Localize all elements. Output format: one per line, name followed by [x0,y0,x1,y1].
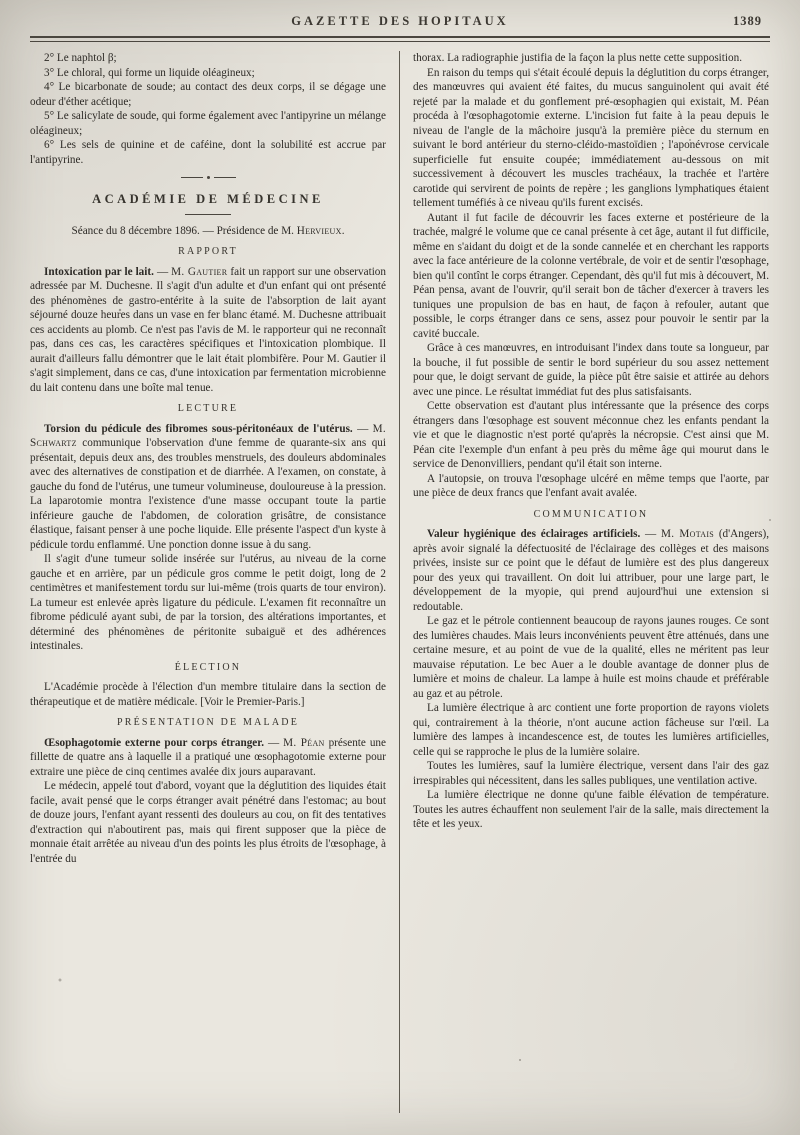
section-divider-ornament [30,176,386,179]
paragraph: La lumière électrique à arc contient une forte proportion de rayons violets qui, contrairement à la théorie, n'ont aucune action fâcheuse sur l'œil. La lumière des lampes à incandescence est, de toutes les lumières artificielles, celle qui se rapproche le plus de la lumière solaire. [413,702,769,758]
section-title-rule [185,214,231,215]
subsection-heading: ÉLECTION [174,661,242,673]
paragraph-text: fait un rapport sur une observation adressée par M. Duchesne. Il s'agit d'un adulte et d'un enfant qui ont présenté des phénomènes de gastro-entérite à la suite de l'absorption de lait ayant séjourné douze heures dans un vase en fer blanc étamé. M. Duchesne attribuait ces accidents au plomb. Ce n'est pas l'avis de M. le rapporteur qui ne reconnaît pas, dans ces cas, les caractères spécifiques et l'intoxication plombique. Il aurait d'ailleurs fallu démontrer que le lait était plombifère. Pour M. Gautier il s'agit simplement, dans ce cas, d'une intoxication par fermentation microbienne du lait contenu dans une boîte mal tenue. [30,265,386,394]
paragraph: Grâce à ces manœuvres, en introduisant l'index dans toute sa longueur, par la bouche, il fut possible de sentir le bord supérieur du sou assez nettement pour que, le doigt servant de guide, la pièce pût être saisie et attirée au dehors avec une pince. Le résultat immédiat fut des plus satisfaisants. [413,342,769,398]
paragraph-text: . [341,224,345,237]
paragraph-text: — [264,736,284,749]
paragraph-text: — [352,422,373,435]
paragraph: A l'autopsie, on trouva l'œsophage ulcéré en même temps que l'aorte, par une pièce de deux francs que l'enfant avait avalée. [413,472,769,499]
paragraph: thorax. La radiographie justifia de la façon la plus nette cette supposition. [413,52,742,64]
paragraph-lead: Valeur hygiénique des éclairages artificiels. [427,528,641,540]
paragraph-text: présente une fillette de quatre ans à laquelle il a pratiqué une œsophagotomie externe pour extraire une pièce de cinq centimes avalée dix jours auparavant. [30,736,386,778]
paragraph [30,265,386,396]
paragraph: Le gaz et le pétrole contiennent beaucoup de rayons jaunes rouges. Ce sont des lumières chaudes. Mais leurs inconvénients peuvent être atténués, dans une certaine mesure, et au point de vue de la qualité, elles ne méritent pas leur mauvaise réputation. Le bec Auer a le double avantage de donner plus de lumière et moins de chaleur. La lampe à huile est moins chaude et préférable au gaz et au pétrole. [413,615,769,700]
paragraph: Il s'agit d'une tumeur solide insérée sur l'utérus, au niveau de la corne gauche et en arrière, par un pédicule gros comme le petit doigt, long de 2 centimètres et manifestement tordu sur lui-même (trois quarts de tour environ). La tumeur est enlevée après ligature du pédicule. L'examen fit reconnaître un fibrome pédiculé ayant subi, de par la torsion, des altérations importantes, et déterminé des phénomènes de péritonite subaiguë et des adhérences intestinales. [30,553,386,652]
speaker-name: M. Péan [283,736,325,749]
paragraph [413,527,769,614]
speaker-name: Hervieux [296,224,342,237]
journal-title: GAZETTE DES HOPITAUX [291,14,509,28]
paragraph [30,422,386,553]
paragraph: Toutes les lumières, sauf la lumière électrique, versent dans l'air des gaz irrespirables qui nécessitent, dans les salles publiques, une ventilation active. [413,760,769,787]
paragraph-text: — [153,265,172,278]
speaker-name: M. Gautier [171,265,228,278]
paragraph [30,736,386,780]
paragraph-text: (d'Angers), après avoir signalé la défectuosité de l'éclairage des collèges et des maisons privées, insiste sur ce point que le défaut de lumière est des plus dangereux pour des yeux qui travaillent. On doit lui attribuer, pour une large part, le développement de la myopie, qui prend aujourd'hui une extension si redoutable. [413,528,769,613]
ornament-line [214,177,236,178]
header-double-rule [30,36,770,42]
page-number: 1389 [733,14,762,28]
paragraph-text: communique l'observation d'une femme de quarante-six ans qui présentait, depuis deux ans, des troubles menstruels, des douleurs abdominales avec des alternatives de constipation et de diarrhée. A l'examen, on constate, à gauche du fond de l'utérus, une tumeur volumineuse, douloureuse à la pression. La laparotomie montra l'existence d'une masse occupant toute la partie inférieure gauche de l'abdomen, de coloration grisâtre, de consistance élastique, faisant penser à une poche liquide. Elle présente l'aspect d'un kyste à pédicule tordu enflammé. Une ponction donne issue à du sang. [30,437,386,551]
paragraph: En raison du temps qui s'était écoulé depuis la déglutition du corps étranger, des manœuvres qui avaient été faites, du mucus sanguinolent qui avait été rejeté par la malade et du gonflement pré-œsophagien qui existait, M. Péan procéda à l'œsophagotomie externe. L'incision fut faite à la peau depuis le niveau de l'angle de la mâchoire jusqu'à la première pièce du sternum en suivant le bord antérieur du sterno-cléido-mastoïdien ; l'aponévrose cervicale superficielle fut ensuite coupée; immédiatement au-dessous on mit successivement à découvert les muscles trachéaux, la trachée et l'artère carotide qui servirent de points de repère ; les ganglions lymphatiques étaient tellement tuméfiés à ce niveau qu'ils furent excisés. [413,66,769,209]
paragraph: La lumière électrique ne donne qu'une faible élévation de température. Toutes les autres échauffent non seulement l'air de la salle, mais directement la tête et les yeux. [413,789,769,830]
paragraph: L'Académie procède à l'élection d'un membre titulaire dans la section de thérapeutique et de matière médicale. [Voir le Premier-Paris.] [30,681,386,708]
subsection-heading: RAPPORT [178,246,238,257]
subsection-heading: COMMUNICATION [533,508,649,520]
paragraph: 2° Le naphtol β; [44,52,117,64]
paragraph [30,224,386,239]
paragraph: 5° Le salicylate de soude, qui forme également avec l'antipyrine un mélange oléagineux; [30,110,386,137]
subsection-heading: PRÉSENTATION DE MALADE [116,717,300,728]
subsection-heading: LECTURE [177,403,239,414]
left-column [30,51,399,1113]
paragraph: 4° Le bicarbonate de soude; au contact des deux corps, il se dégage une odeur d'éther acétique; [30,81,386,108]
paragraph-lead: Œsophagotomie externe pour corps étranger. [44,736,265,749]
text-columns [30,51,770,1113]
paragraph: 6° Les sels de quinine et de caféine, dont la solubilité est accrue par l'antipyrine. [30,139,386,166]
paragraph-text: Séance du 8 décembre 1896. — Présidence de M. [71,224,297,237]
running-head [30,14,770,31]
paragraph: Autant il fut facile de découvrir les faces externe et postérieure de la trachée, malgré le volume que ce canal présente à cet âge, autant il fut difficile, même en s'aidant du doigt et de la sonde cannelée et en cherchant les rapports avec la face antérieure de la colonne vertébrale, de voir et de sentir l'œsophage, bien qu'il contînt le corps étranger. Cependant, dès qu'il fut mis à découvert, M. Péan pensa, avant de l'ouvrir, qu'il serait bon de tâcher d'exercer à travers les tuniques une propulsion de bas en haut, de façon à refouler, autant que possible, le corps étranger dans ce sens, assez pour pouvoir le sentir par la cavité buccale. [413,211,769,340]
paragraph: Le médecin, appelé tout d'abord, voyant que la déglutition des liquides était facile, avait pensé que le corps étranger avait pénétré dans l'estomac; au bout de douze jours, l'enfant ayant ressenti des douleurs au cou, on fit des tentatives d'extraction qui n'aboutirent pas, mais qui firent supposer que la pièce de monnaie était arrêtée au niveau d'un des points les plus étroits de l'œsophage, à l'entrée du [30,780,386,865]
paragraph-lead: Torsion du pédicule des fibromes sous-péritonéaux de l'utérus. [44,422,353,435]
paragraph: Cette observation est d'autant plus intéressante que la présence des corps étrangers dans l'œsophage est souvent méconnue chez les enfants pendant la vie et que le diagnostic n'est porté qu'après la nécropsie. C'est ainsi que M. Péan cite l'exemple d'un enfant à peu près du même âge qui mourut dans le service de Denonvilliers, pendant qu'il était son interne. [413,400,769,470]
ornament-line [181,177,203,178]
section-title: ACADÉMIE DE MÉDECINE [92,192,324,206]
paragraph-text: — [640,528,661,540]
paragraph-lead: Intoxication par le lait. [44,265,154,278]
page-header [30,14,770,42]
right-column [400,51,769,1113]
speaker-name: M. Schwartz [30,422,387,449]
speaker-name: M. Motais [660,528,715,540]
paragraph: 3° Le chloral, qui forme un liquide oléagineux; [44,66,255,79]
ornament-dot [207,176,210,179]
